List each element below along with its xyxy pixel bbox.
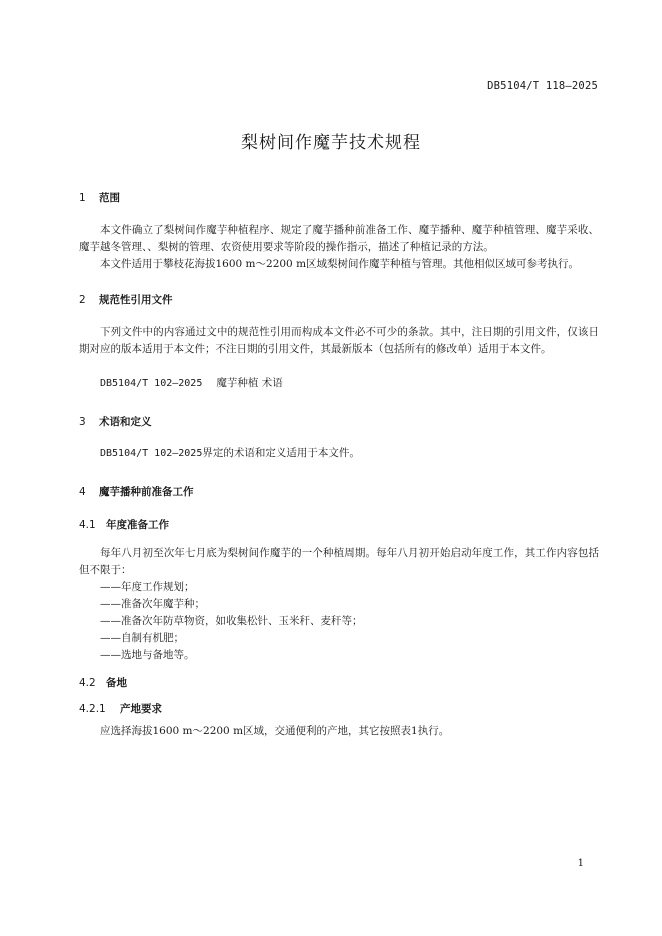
section-number: 4.2 — [79, 677, 96, 689]
annual-preparation-paragraph: 每年八月初至次年七月底为梨树间作魔芋的一个种植周期。每年八月初开始启动年度工作，其工作内容包括但不限于： — [79, 547, 599, 576]
reference-code: DB5104/T 102—2025 — [100, 378, 203, 389]
terms-definitions-paragraph — [100, 445, 360, 462]
document-title: 梨树间作魔芋技术规程 — [241, 133, 421, 153]
section-4-1-heading — [79, 517, 169, 532]
section-2-heading — [79, 292, 173, 307]
list-item: ——准备次年魔芋种； — [100, 598, 205, 610]
section-title: 魔芋播种前准备工作 — [99, 486, 194, 498]
section-3-heading — [79, 414, 152, 429]
standard-code: DB5104/T 118—2025 — [487, 80, 598, 92]
section-title: 备地 — [106, 677, 127, 689]
section-number: 4.2.1 — [79, 703, 106, 715]
section-4-2-heading — [79, 675, 127, 690]
section-number: 2 — [79, 294, 86, 306]
reference-entry — [100, 375, 283, 392]
section-title: 术语和定义 — [99, 416, 152, 428]
section-4-2-1-heading — [79, 701, 162, 716]
section-title: 范围 — [99, 192, 120, 204]
reference-code: DB5104/T 102—2025 — [100, 448, 203, 459]
terms-text: 界定的术语和定义适用于本文件。 — [202, 447, 360, 459]
normative-references-paragraph: 下列文件中的内容通过文中的规范性引用而构成本文件必不可少的条款。其中，注日期的引用文件，仅该日期对应的版本适用于本文件；不注日期的引用文件，其最新版本（包括所有的修改单）适用于本文件。 — [79, 326, 599, 355]
list-item: ——自制有机肥； — [100, 632, 184, 644]
section-number: 4 — [79, 486, 86, 498]
section-title: 规范性引用文件 — [99, 294, 173, 306]
section-4-heading — [79, 484, 194, 499]
scope-paragraph-2: 本文件适用于攀枝花海拔1600 m～2200 m区域梨树间作魔芋种植与管理。其他相似区域可参考执行。 — [100, 258, 580, 270]
section-number: 4.1 — [79, 519, 96, 531]
site-requirements-paragraph: 应选择海拔1600 m～2200 m区域，交通便利的产地，其它按照表1执行。 — [100, 725, 450, 737]
list-item: ——准备次年防草物资，如收集松针、玉米秆、麦秆等； — [100, 615, 363, 627]
scope-paragraph-1: 本文件确立了梨树间作魔芋种植程序、规定了魔芋播种前准备工作、魔芋播种、魔芋种植管理、魔芋采收、魔芋越冬管理、、梨树的管理、农资使用要求等阶段的操作指示，描述了种植记录的方法。 — [79, 224, 599, 253]
section-1-heading — [79, 190, 120, 205]
section-title: 产地要求 — [120, 703, 162, 715]
page-number: 1 — [577, 858, 584, 869]
section-title: 年度准备工作 — [106, 519, 169, 531]
section-number: 3 — [79, 416, 86, 428]
section-number: 1 — [79, 192, 86, 204]
list-item: ——年度工作规划； — [100, 581, 195, 593]
reference-title: 魔芋种植 术语 — [216, 377, 283, 389]
list-item: ——选地与备地等。 — [100, 649, 195, 661]
